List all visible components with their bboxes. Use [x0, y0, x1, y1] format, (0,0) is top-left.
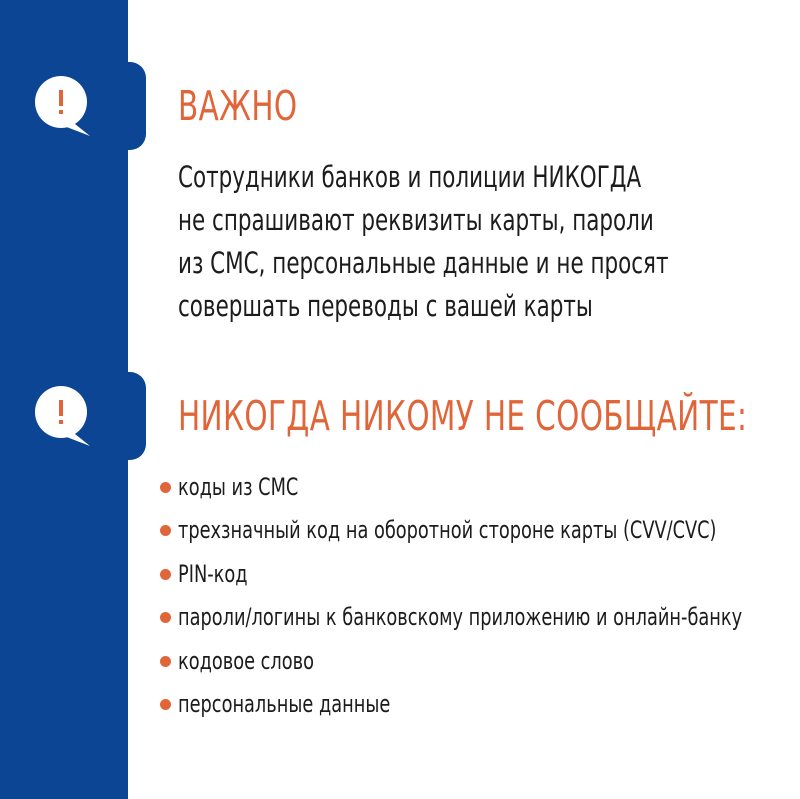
bullet-dot [160, 699, 171, 710]
list-item-text: пароли/логины к банковскому приложению и онлайн-банку [178, 603, 743, 632]
section-never-heading: НИКОГДА НИКОМУ НЕ СООБЩАЙТЕ: [178, 392, 748, 440]
list-item-text: персональные данные [178, 689, 391, 718]
bullet-dot [160, 525, 171, 536]
paragraph-line: Сотрудники банков и полиции НИКОГДА [178, 160, 642, 194]
bullet-dot [160, 656, 171, 667]
bullet-dot [160, 482, 171, 493]
bullet-dot [160, 612, 171, 623]
exclamation-speech-bubble-icon [34, 384, 90, 448]
section-important-tab [120, 62, 146, 150]
bullet-dot [160, 569, 171, 580]
paragraph-line: совершать переводы с вашей карты [178, 289, 593, 323]
paragraph-line: не спрашивают реквизиты карты, пароли [178, 203, 654, 237]
list-item-text: коды из СМС [178, 473, 299, 501]
exclamation-speech-bubble-icon [34, 74, 90, 138]
list-item-text: PIN-код [178, 559, 248, 588]
section-never-tab [120, 372, 146, 460]
section-important-heading: ВАЖНО [178, 82, 298, 130]
section-important-paragraph [178, 156, 668, 328]
list-item-text: трехзначный код на оборотной стороне карты (CVV/CVC) [178, 516, 717, 545]
paragraph-line: из СМС, персональные данные и не просят [178, 246, 669, 280]
list-item-text: кодовое слово [178, 646, 314, 675]
